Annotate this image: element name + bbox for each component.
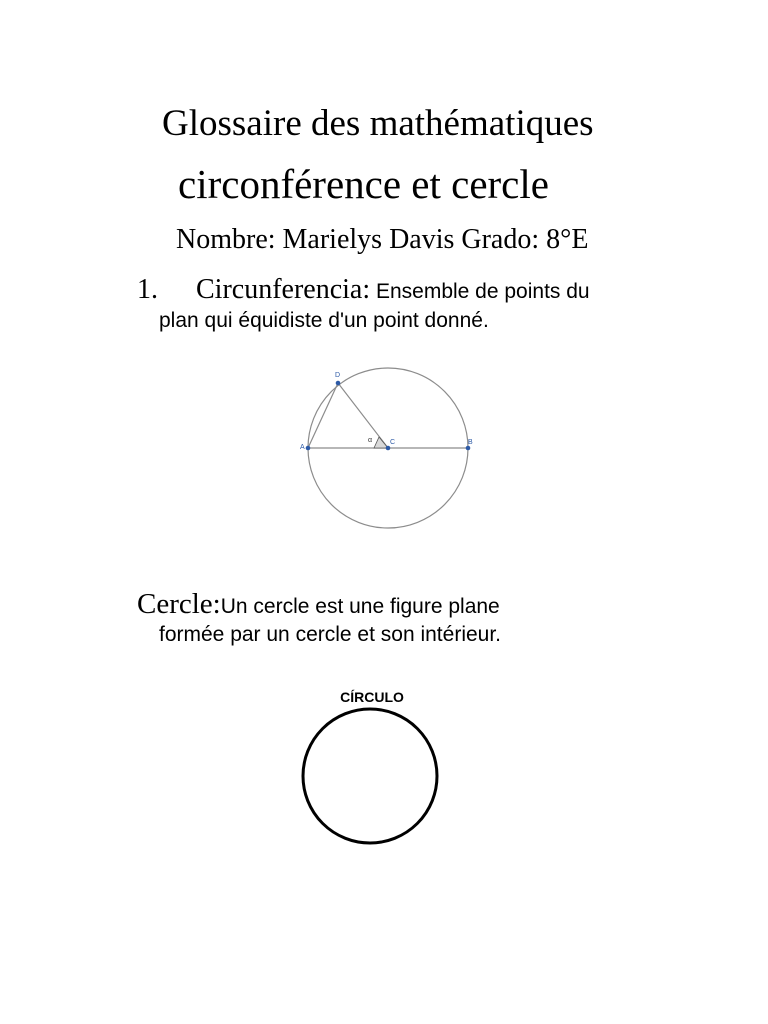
definition-text-continued: formée par un cercle et son intérieur.: [159, 623, 502, 646]
circle-label: CÍRCULO: [340, 689, 404, 705]
definition-text: Ensemble de points du: [370, 280, 590, 303]
document-title: Glossaire des mathématiques: [162, 103, 594, 144]
circle-diagram: [256, 682, 496, 858]
point-label-b: B: [468, 439, 473, 446]
definition-text-continued: plan qui équidiste d'un point donné.: [159, 309, 489, 332]
point-label-d: D: [335, 372, 341, 379]
point-c: [386, 446, 391, 451]
definition-term: Cercle:: [137, 588, 221, 620]
definition-term: Circunferencia:: [196, 274, 371, 305]
definition-circunferencia: [137, 274, 590, 306]
point-a: [306, 446, 311, 451]
document-subtitle: circonférence et cercle: [178, 161, 549, 207]
circle-outline: [303, 709, 437, 843]
point-label-a: A: [300, 444, 305, 451]
definition-text: Un cercle est une figure plane: [220, 595, 500, 618]
point-label-c: C: [390, 439, 396, 446]
definition-cercle: [137, 588, 500, 621]
definition-number: 1.: [137, 274, 158, 305]
circumference-diagram: [288, 352, 494, 544]
point-b: [466, 446, 471, 451]
point-d: [336, 381, 341, 386]
student-info: Nombre: Marielys Davis Grado: 8°E: [176, 224, 589, 255]
angle-label: α: [368, 437, 373, 444]
chord-ad: [308, 383, 338, 448]
